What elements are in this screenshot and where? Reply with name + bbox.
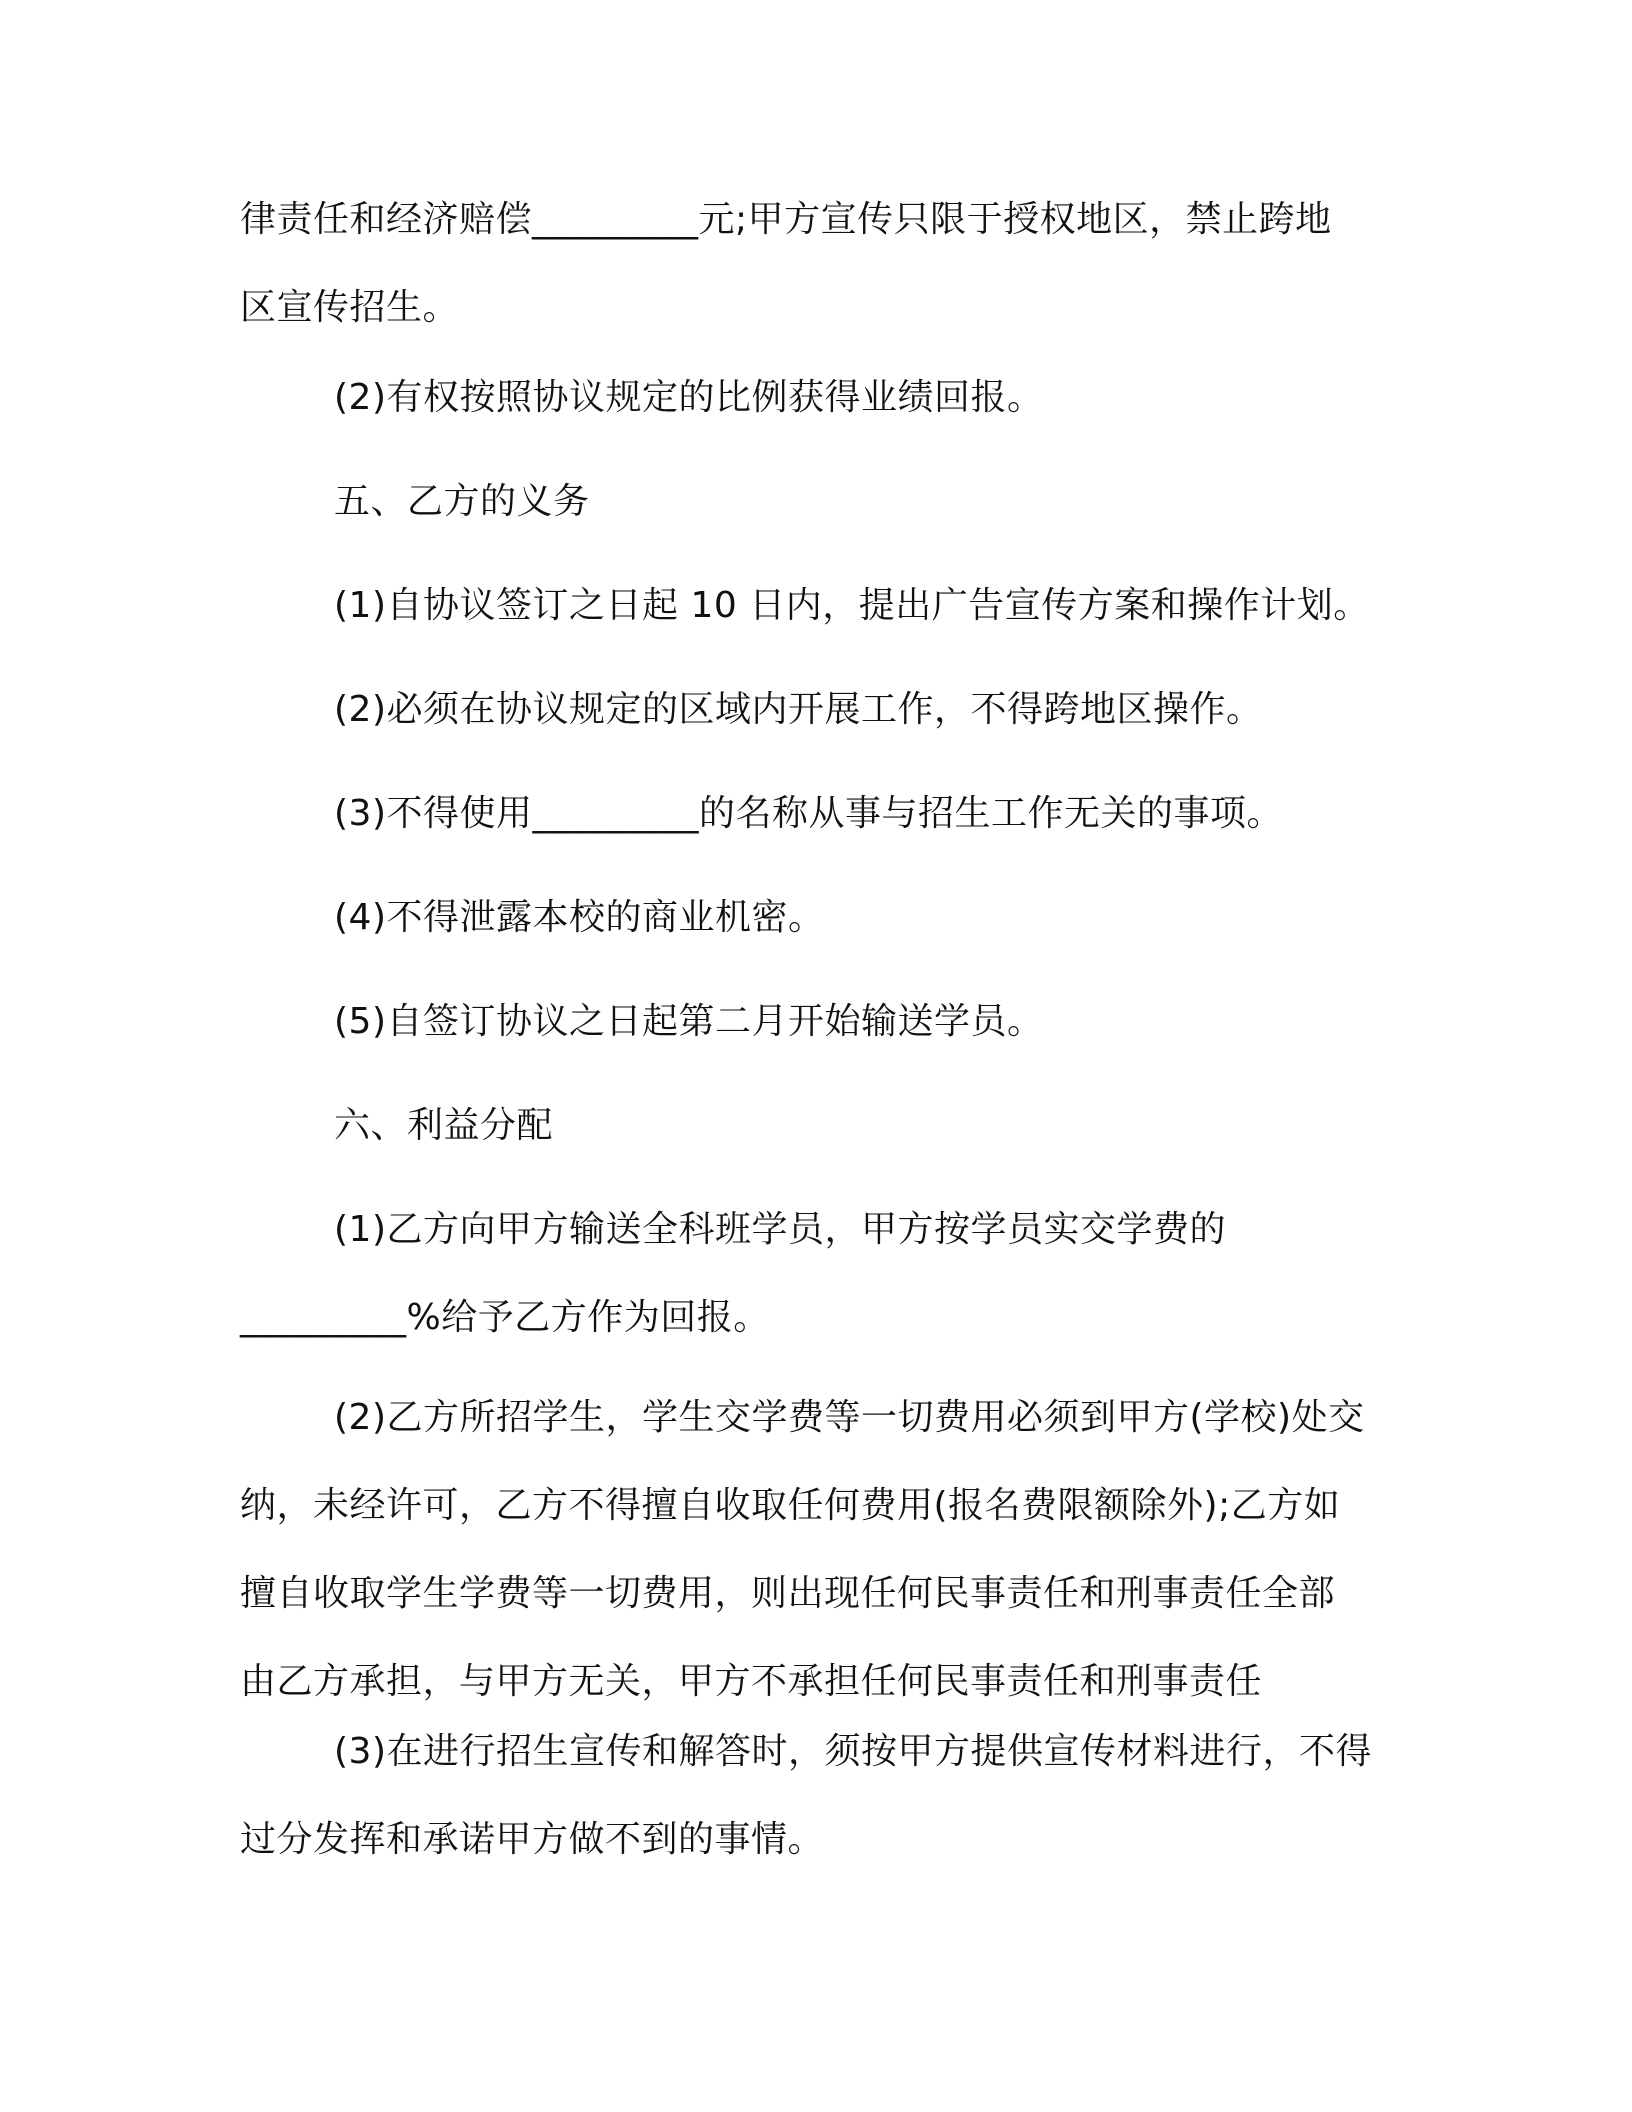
text-line: (3)不得使用_________的名称从事与招生工作无关的事项。 [334,793,1283,834]
paragraph-distribution-1 [240,1186,1410,1362]
text-line: 六、利益分配 [334,1105,554,1146]
text-line: 律责任和经济赔偿_________元;甲方宣传只限于授权地区，禁止跨地 [240,199,1332,240]
text-line: (1)自协议签订之日起 10 日内，提出广告宣传方案和操作计划。 [334,585,1370,626]
paragraph-liability-continued [240,176,1410,352]
section-heading-5 [240,458,1410,546]
text-line: (5)自签订协议之日起第二月开始输送学员。 [334,1001,1044,1042]
paragraph-obligation-4 [240,874,1410,962]
section-heading-6 [240,1082,1410,1170]
paragraph-right-2 [240,354,1410,442]
text-line: (1)乙方向甲方输送全科班学员，甲方按学员实交学费的 [334,1209,1226,1250]
paragraph-obligation-5 [240,978,1410,1066]
paragraph-obligation-2 [240,666,1410,754]
paragraph-obligation-3 [240,770,1410,858]
text-line: (2)有权按照协议规定的比例获得业绩回报。 [334,377,1044,418]
text-line: (3)在进行招生宣传和解答时，须按甲方提供宣传材料进行，不得 [334,1731,1372,1772]
paragraph-obligation-1 [240,562,1410,650]
text-line: 擅自收取学生学费等一切费用，则出现任何民事责任和刑事责任全部 [240,1573,1336,1614]
paragraph-distribution-3 [240,1708,1410,1884]
text-line: (2)乙方所招学生，学生交学费等一切费用必须到甲方(学校)处交 [334,1397,1365,1438]
text-line: (2)必须在协议规定的区域内开展工作，不得跨地区操作。 [334,689,1263,730]
text-line: _________%给予乙方作为回报。 [240,1297,770,1338]
text-line: 过分发挥和承诺甲方做不到的事情。 [240,1819,825,1860]
text-line: 五、乙方的义务 [334,481,590,522]
text-line: 区宣传招生。 [240,287,460,328]
paragraph-distribution-2 [240,1374,1410,1726]
text-line: 纳，未经许可，乙方不得擅自收取任何费用(报名费限额除外);乙方如 [240,1485,1341,1526]
text-line: (4)不得泄露本校的商业机密。 [334,897,825,938]
text-line: 由乙方承担，与甲方无关，甲方不承担任何民事责任和刑事责任 [240,1661,1263,1702]
